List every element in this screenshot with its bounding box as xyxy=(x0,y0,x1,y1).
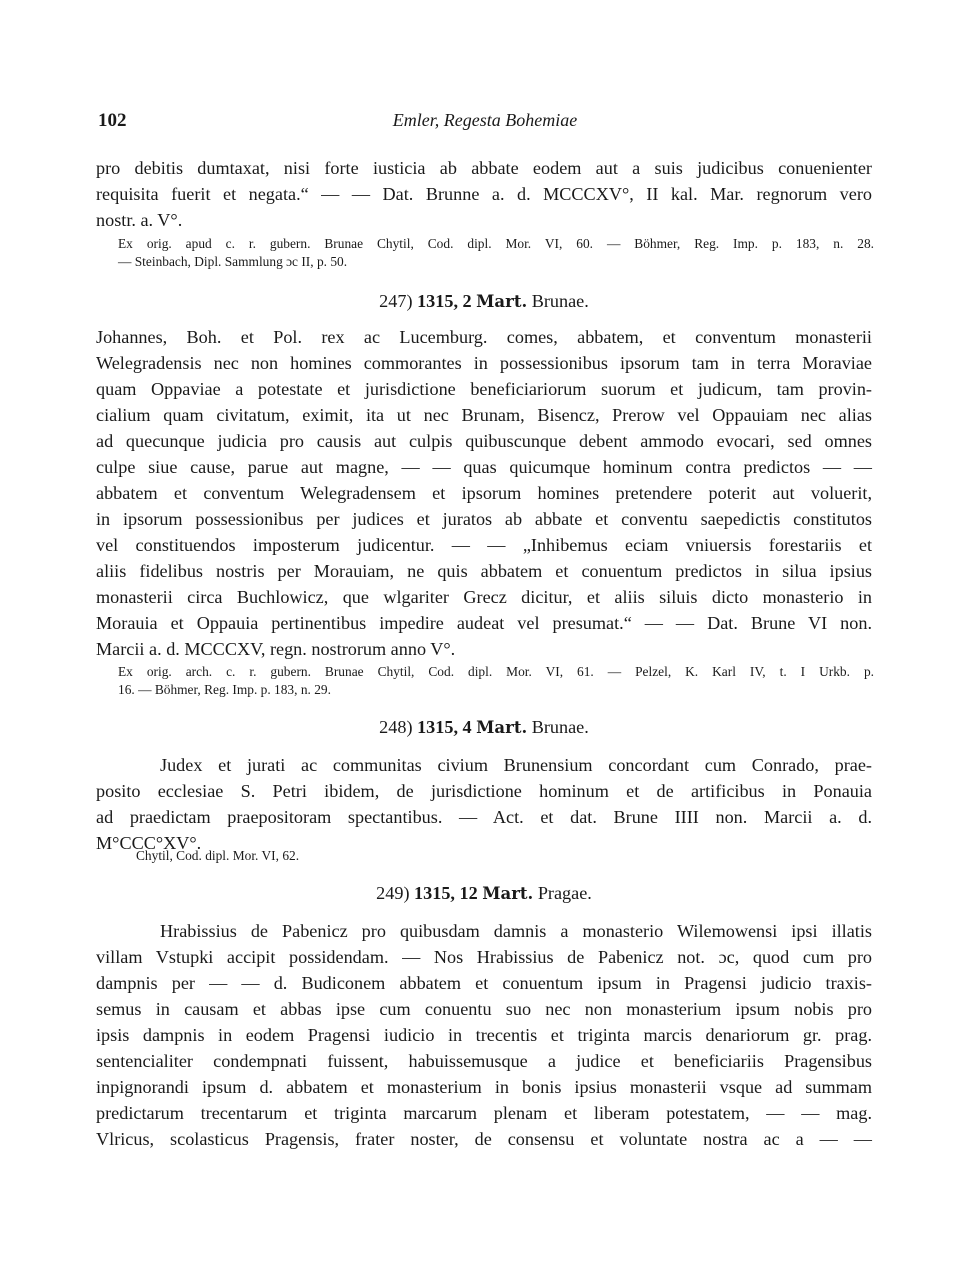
body-line: Marcii a. d. MCCCXV, regn. nostrorum anno V°. xyxy=(96,639,456,659)
body-line: monasterii circa Buchlowicz, que wlgariter Grecz dicitur, et aliis siluis dicto monasterio in xyxy=(96,587,872,607)
body-line: culpe siue cause, parue aut magne, — — quas quicumque hominum contra predictos — — xyxy=(96,457,872,477)
source-note: 16. — Böhmer, Reg. Imp. p. 183, n. 29. xyxy=(118,682,331,697)
entry-heading xyxy=(96,714,872,741)
entry-heading xyxy=(96,288,872,315)
entry-month: Mart. xyxy=(482,884,534,903)
entry-date: 1315, 2 xyxy=(417,291,472,311)
body-line: villam Vstupki accipit possidendam. — Nos Hrabissius de Pabenicz not. ɔc, quod cum pro xyxy=(96,947,872,967)
body-line: ipsis dampnis in eodem Pragensi iudicio in trecentis et triginta marcis denariorum gr. prag. xyxy=(96,1025,872,1045)
entry-place: Brunae. xyxy=(531,291,589,311)
entry-heading xyxy=(96,880,872,907)
source-note: Chytil, Cod. dipl. Mor. VI, 62. xyxy=(136,848,300,863)
body-line: sentencialiter condempnati fuissent, habuissemusque a judice et beneficiariis Pragensibus xyxy=(96,1051,872,1071)
source-note: — Steinbach, Dipl. Sammlung ɔc II, p. 50. xyxy=(118,254,348,269)
entry-place: Pragae. xyxy=(537,883,592,903)
body-line: Judex et jurati ac communitas civium Brunensium concordant cum Conrado, prae- xyxy=(160,755,872,775)
entry-date: 1315, 12 xyxy=(414,883,478,903)
entry-date: 1315, 4 xyxy=(417,717,472,737)
body-line: ad quecunque judicia pro causis aut culpis quibuscunque debent ammodo evocari, sed omnes xyxy=(96,431,872,451)
source-note: Ex orig. apud c. r. gubern. Brunae Chytil, Cod. dipl. Mor. VI, 60. — Böhmer, Reg. Imp. p. 183, n. 28. xyxy=(118,236,874,251)
page-header xyxy=(98,110,872,136)
body-line: Welegradensis nec non homines commorantes in possessionibus ipsorum tam in terra Moraviae xyxy=(96,353,872,373)
body-line: vel constituendos imposterum judicentur. — — „Inhibemus eciam vniuersis forestariis et xyxy=(96,535,872,555)
entry-place: Brunae. xyxy=(531,717,589,737)
body-line: Vlricus, scolasticus Pragensis, frater noster, de consensu et voluntate nostra ac a — — xyxy=(96,1129,872,1149)
body-line: in ipsorum possessionibus per judices et juratos ab abbate et conventu saepedictis constitutos xyxy=(96,509,872,529)
body-line: Morauia et Oppauia pertinentibus impedire audeat vel presumat.“ — — Dat. Brune VI non. xyxy=(96,613,872,633)
body-line: nostr. a. V°. xyxy=(96,210,183,230)
body-line: cialium quam civitatum, eximit, ita ut nec Brunam, Bisencz, Prerow vel Oppauiam nec alias xyxy=(96,405,872,425)
body-line: aliis fidelibus nostris per Morauiam, ne quis abbatem et conuentum predictos in silua ipsius xyxy=(96,561,872,581)
body-line: Hrabissius de Pabenicz pro quibusdam damnis a monasterio Wilemowensi ipsi illatis xyxy=(160,921,872,941)
body-line: M°CCC°XV°. xyxy=(96,833,202,853)
entry-month: Mart. xyxy=(476,718,528,737)
entry-number: 247) xyxy=(379,291,413,311)
body-line: predictarum trecentarum et triginta marcarum plenam et liberam potestatem, — — mag. xyxy=(96,1103,872,1123)
body-line: pro debitis dumtaxat, nisi forte iusticia ab abbate eodem aut a suis judicibus conuenienter xyxy=(96,158,872,178)
body-line: quam Oppaviae a potestate et jurisdictione beneficiariorum suorum et judicum, tam provin- xyxy=(96,379,872,399)
entry-number: 248) xyxy=(379,717,413,737)
body-line: ad praedictam praepositoram spectantibus. — Act. et dat. Brune IIII non. Marcii a. d. xyxy=(96,807,872,827)
body-line: posito ecclesiae S. Petri ibidem, de jurisdictione hominum et de artificibus in Ponauia xyxy=(96,781,872,801)
body-line: inpignorandi ipsum d. abbatem et monasterium in bonis ipsius monasterii vsque ad summam xyxy=(96,1077,872,1097)
body-line: dampnis per — — d. Budiconem abbatem et conuentum ipsum in Pragensi judicio traxis- xyxy=(96,973,872,993)
body-line: requisita fuerit et negata.“ — — Dat. Brunne a. d. MCCCXV°, II kal. Mar. regnorum vero xyxy=(96,184,872,204)
source-note: Ex orig. arch. c. r. gubern. Brunae Chytil, Cod. dipl. Mor. VI, 61. — Pelzel, K. Karl IV, t. I Urkb. p. xyxy=(118,664,874,679)
page-number: 102 xyxy=(98,110,127,131)
body-line: semus in causam et abbas ipse cum conuentu suo nec non monasterium ipsum nobis pro xyxy=(96,999,872,1019)
entry-number: 249) xyxy=(376,883,410,903)
body-line: Johannes, Boh. et Pol. rex ac Lucemburg. comes, abbatem, et conventum monasterii xyxy=(96,327,872,347)
entry-month: Mart. xyxy=(476,292,528,311)
running-title: Emler, Regesta Bohemiae xyxy=(392,110,578,130)
body-line: abbatem et conventum Welegradensem et ipsorum homines pretendere poterit aut voluerit, xyxy=(96,483,872,503)
